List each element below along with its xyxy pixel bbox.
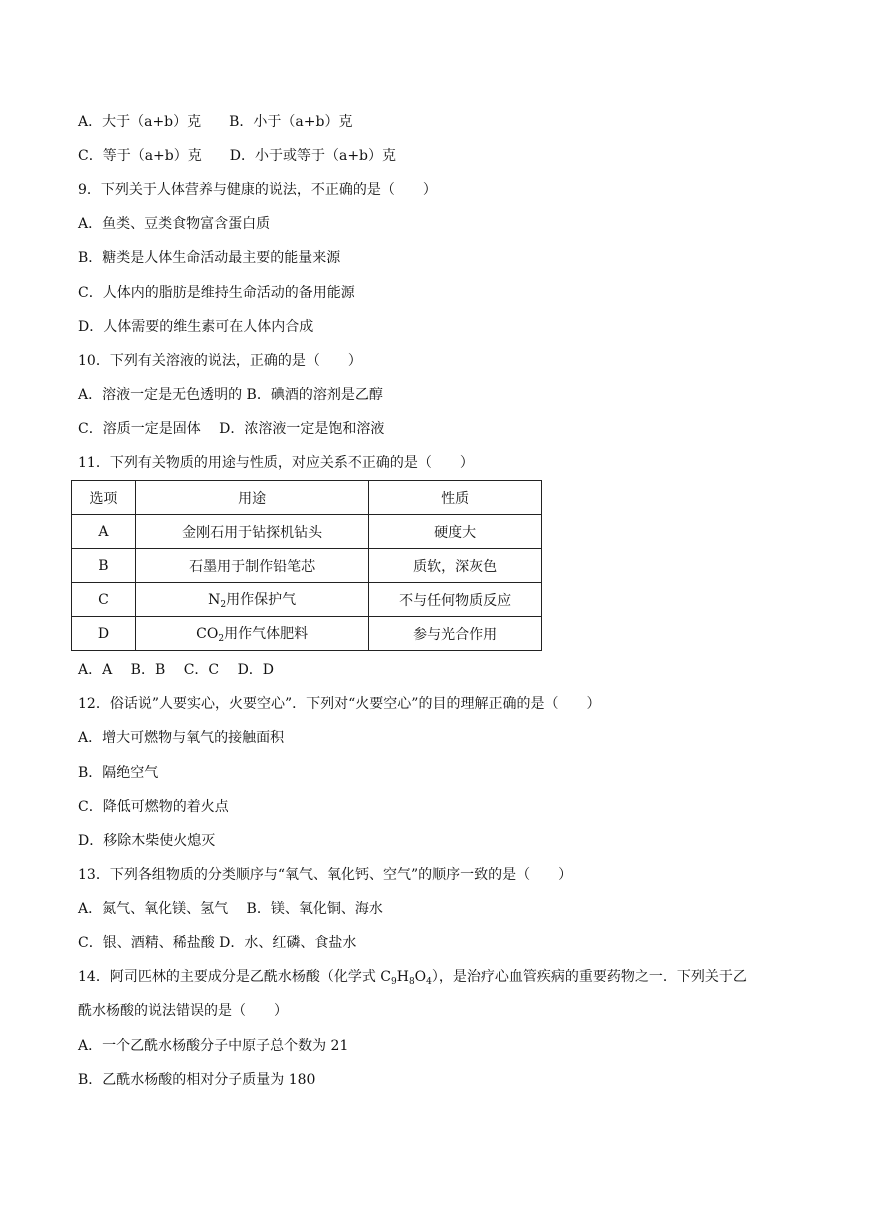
formula-text: O	[414, 969, 427, 985]
cell-use	[135, 617, 368, 651]
header-use: 用途	[135, 481, 368, 515]
cell-use: 石墨用于制作铅笔芯	[135, 549, 368, 583]
table-row	[72, 617, 542, 651]
table-row	[72, 583, 542, 617]
cell-property: 硬度大	[369, 515, 542, 549]
use-text: 用作保护气	[226, 592, 297, 608]
formula-subscript: 4	[426, 977, 432, 987]
formula-text: N	[208, 592, 221, 608]
header-option: 选项	[72, 481, 136, 515]
use-text: 用作气体肥料	[224, 626, 309, 642]
cell-use: 金刚石用于钻探机钻头	[135, 515, 368, 549]
cell-option: B	[72, 549, 136, 583]
q10-stem: 10．下列有关溶液的说法，正确的是（ ）	[78, 353, 362, 369]
formula-text: CO	[196, 626, 219, 642]
formula-subscript: 8	[408, 977, 415, 987]
formula-subscript: 2	[218, 634, 225, 644]
q11-stem: 11．下列有关物质的用途与性质，对应关系不正确的是（ ）	[78, 455, 474, 471]
table-row	[72, 549, 542, 583]
q14-stem-line2: 酰水杨酸的说法错误的是（ ）	[78, 1003, 288, 1019]
q13-options-cd: C．银、酒精、稀盐酸 D．水、红磷、食盐水	[78, 935, 357, 951]
q11-table	[71, 480, 542, 651]
q14-option-a: A．一个乙酰水杨酸分子中原子总个数为 21	[78, 1038, 349, 1054]
cell-property: 质软，深灰色	[369, 549, 542, 583]
q10-options-cd: C．溶质一定是固体 D．浓溶液一定是饱和溶液	[78, 421, 385, 437]
q8-options-ab: A．大于（a+b）克 B．小于（a+b）克	[78, 114, 353, 130]
header-property: 性质	[369, 481, 542, 515]
q12-option-d: D．移除木柴使火熄灭	[78, 833, 216, 849]
formula-subscript: 2	[220, 600, 227, 610]
cell-property: 参与光合作用	[369, 617, 542, 651]
q12-option-c: C．降低可燃物的着火点	[78, 799, 229, 815]
q12-option-b: B．隔绝空气	[78, 765, 159, 781]
q13-stem: 13．下列各组物质的分类顺序与“氧气、氧化钙、空气”的顺序一致的是（ ）	[78, 867, 573, 883]
q14-option-b: B．乙酰水杨酸的相对分子质量为 180	[78, 1072, 316, 1088]
formula-subscript: 9	[390, 977, 397, 987]
q14-stem-end: ），是治疗心血管疾病的重要药物之一．下列关于乙	[431, 969, 747, 985]
cell-option: C	[72, 583, 136, 617]
q12-stem: 12．俗话说”人要实心，火要空心”．下列对“火要空心”的目的理解正确的是（ ）	[78, 696, 601, 712]
q8-options-cd: C．等于（a+b）克 D．小于或等于（a+b）克	[78, 148, 397, 164]
q9-stem: 9．下列关于人体营养与健康的说法，不正确的是（ ）	[78, 182, 437, 198]
cell-use	[135, 583, 368, 617]
q14-stem-start: 14．阿司匹林的主要成分是乙酰水杨酸（化学式 C	[78, 969, 391, 985]
q13-options-ab: A．氮气、氧化镁、氢气 B．镁、氧化铜、海水	[78, 901, 383, 917]
q10-options-ab: A．溶液一定是无色透明的 B．碘酒的溶剂是乙醇	[78, 387, 383, 403]
table-row	[72, 515, 542, 549]
cell-option: A	[72, 515, 136, 549]
table-header-row	[72, 481, 542, 515]
q9-option-b: B．糖类是人体生命活动最主要的能量来源	[78, 250, 341, 266]
q14-stem-line1	[78, 968, 747, 991]
q9-option-a: A．鱼类、豆类食物富含蛋白质	[78, 216, 271, 232]
cell-property: 不与任何物质反应	[369, 583, 542, 617]
cell-option: D	[72, 617, 136, 651]
q11-options: A．A B．B C．C D．D	[78, 662, 275, 678]
q9-option-d: D．人体需要的维生素可在人体内合成	[78, 319, 314, 335]
formula-text: H	[396, 969, 409, 985]
q9-option-c: C．人体内的脂肪是维持生命活动的备用能源	[78, 285, 355, 301]
q12-option-a: A．增大可燃物与氧气的接触面积	[78, 730, 285, 746]
